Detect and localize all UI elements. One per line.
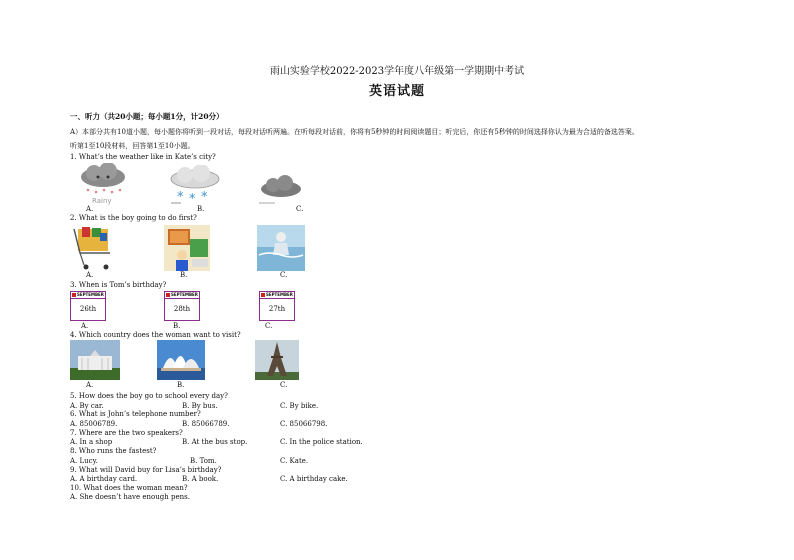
calendar-option-a xyxy=(70,291,106,321)
question-10: 10. What does the woman mean? xyxy=(70,484,188,492)
q5-option-c: C. By bike. xyxy=(280,402,319,410)
calendar-option-b xyxy=(164,291,200,321)
q10-option-a: A. She doesn’t have enough pens. xyxy=(70,493,190,501)
exam-title: 雨山实验学校2022-2023学年度八年级第一学期期中考试 xyxy=(269,66,525,77)
question-4: 4. Which country does the woman want to visit? xyxy=(70,331,241,339)
question-1: 1. What’s the weather like in Kate’s city? xyxy=(70,153,216,161)
calendar-option-c xyxy=(259,291,295,321)
q7-option-b: B. At the bus stop. xyxy=(182,438,248,446)
calendar-day: 27th xyxy=(268,305,286,313)
exam-subject: 英语试题 xyxy=(368,84,425,99)
calendar-day: 26th xyxy=(79,305,97,313)
question-5: 5. How does the boy go to school every day? xyxy=(70,392,228,400)
q1-option-a: A. xyxy=(86,205,94,213)
instruction-a: A）本部分共有10道小题，每小题你将听到一段对话，每段对话听两遍。在听每段对话前，你将有5秒钟的时间阅读题目；听完后，你还有5秒钟的时间选择你认为最为合适的备选答案。 xyxy=(70,128,639,136)
question-3: 3. When is Tom’s birthday? xyxy=(70,281,167,289)
svg-text:*: * xyxy=(177,190,184,205)
question-8: 8. Who runs the fastest? xyxy=(70,447,157,455)
q5-option-b: B. By bus. xyxy=(182,402,218,410)
q9-option-c: C. A birthday cake. xyxy=(280,475,348,483)
calendar-day: 28th xyxy=(173,305,191,313)
q7-option-a: A. In a shop xyxy=(70,438,113,446)
boy-homework-icon xyxy=(164,225,210,271)
rainy-cloud-icon xyxy=(78,163,128,205)
eiffel-tower-image xyxy=(255,340,299,380)
calendar-month: SEPTEMBER xyxy=(165,292,199,299)
q5-option-a: A. By car. xyxy=(70,402,104,410)
q3-option-a: A. xyxy=(81,322,89,330)
white-house-image xyxy=(70,340,120,380)
svg-text:*: * xyxy=(201,190,208,205)
question-7: 7. Where are the two speakers? xyxy=(70,429,183,437)
q2-option-c: C. xyxy=(280,271,288,279)
q2-option-b: B. xyxy=(180,271,188,279)
question-2: 2. What is the boy going to do first? xyxy=(70,214,197,222)
svg-text:*: * xyxy=(189,192,196,205)
q8-option-c: C. Kate. xyxy=(280,457,309,465)
calendar-month: SEPTEMBER xyxy=(260,292,294,299)
q6-option-a: A. 85006789. xyxy=(70,420,118,428)
rainy-label: Rainy xyxy=(92,197,112,205)
cloudy-icon xyxy=(257,173,305,205)
snow-cloud-icon xyxy=(167,165,221,205)
shopping-cart-icon xyxy=(70,225,116,271)
q8-option-b: B. Tom. xyxy=(190,457,217,465)
q3-option-c: C. xyxy=(265,322,273,330)
q9-option-b: B. A book. xyxy=(182,475,219,483)
q8-option-a: A. Lucy. xyxy=(70,457,98,465)
q3-option-b: B. xyxy=(173,322,181,330)
q1-option-b: B. xyxy=(197,205,205,213)
q4-option-b: B. xyxy=(177,381,185,389)
swimming-icon xyxy=(257,225,305,271)
question-9: 9. What will David buy for Lisa’s birthday? xyxy=(70,466,222,474)
sydney-opera-house-image xyxy=(157,340,205,380)
q9-option-a: A. A birthday card. xyxy=(70,475,138,483)
instruction-b: 听第1至10段材料，回答第1至10小题。 xyxy=(70,142,195,150)
q6-option-c: C. 85066798. xyxy=(280,420,328,428)
section-heading: 一、听力（共20小题；每小题1分，计20分） xyxy=(70,112,224,121)
q1-option-c: C. xyxy=(296,205,304,213)
q7-option-c: C. In the police station. xyxy=(280,438,363,446)
q4-option-a: A. xyxy=(86,381,94,389)
question-6: 6. What is John’s telephone number? xyxy=(70,410,201,418)
calendar-month: SEPTEMBER xyxy=(71,292,105,299)
q4-option-c: C. xyxy=(280,381,288,389)
q2-option-a: A. xyxy=(86,271,94,279)
q6-option-b: B. 85066789. xyxy=(182,420,230,428)
